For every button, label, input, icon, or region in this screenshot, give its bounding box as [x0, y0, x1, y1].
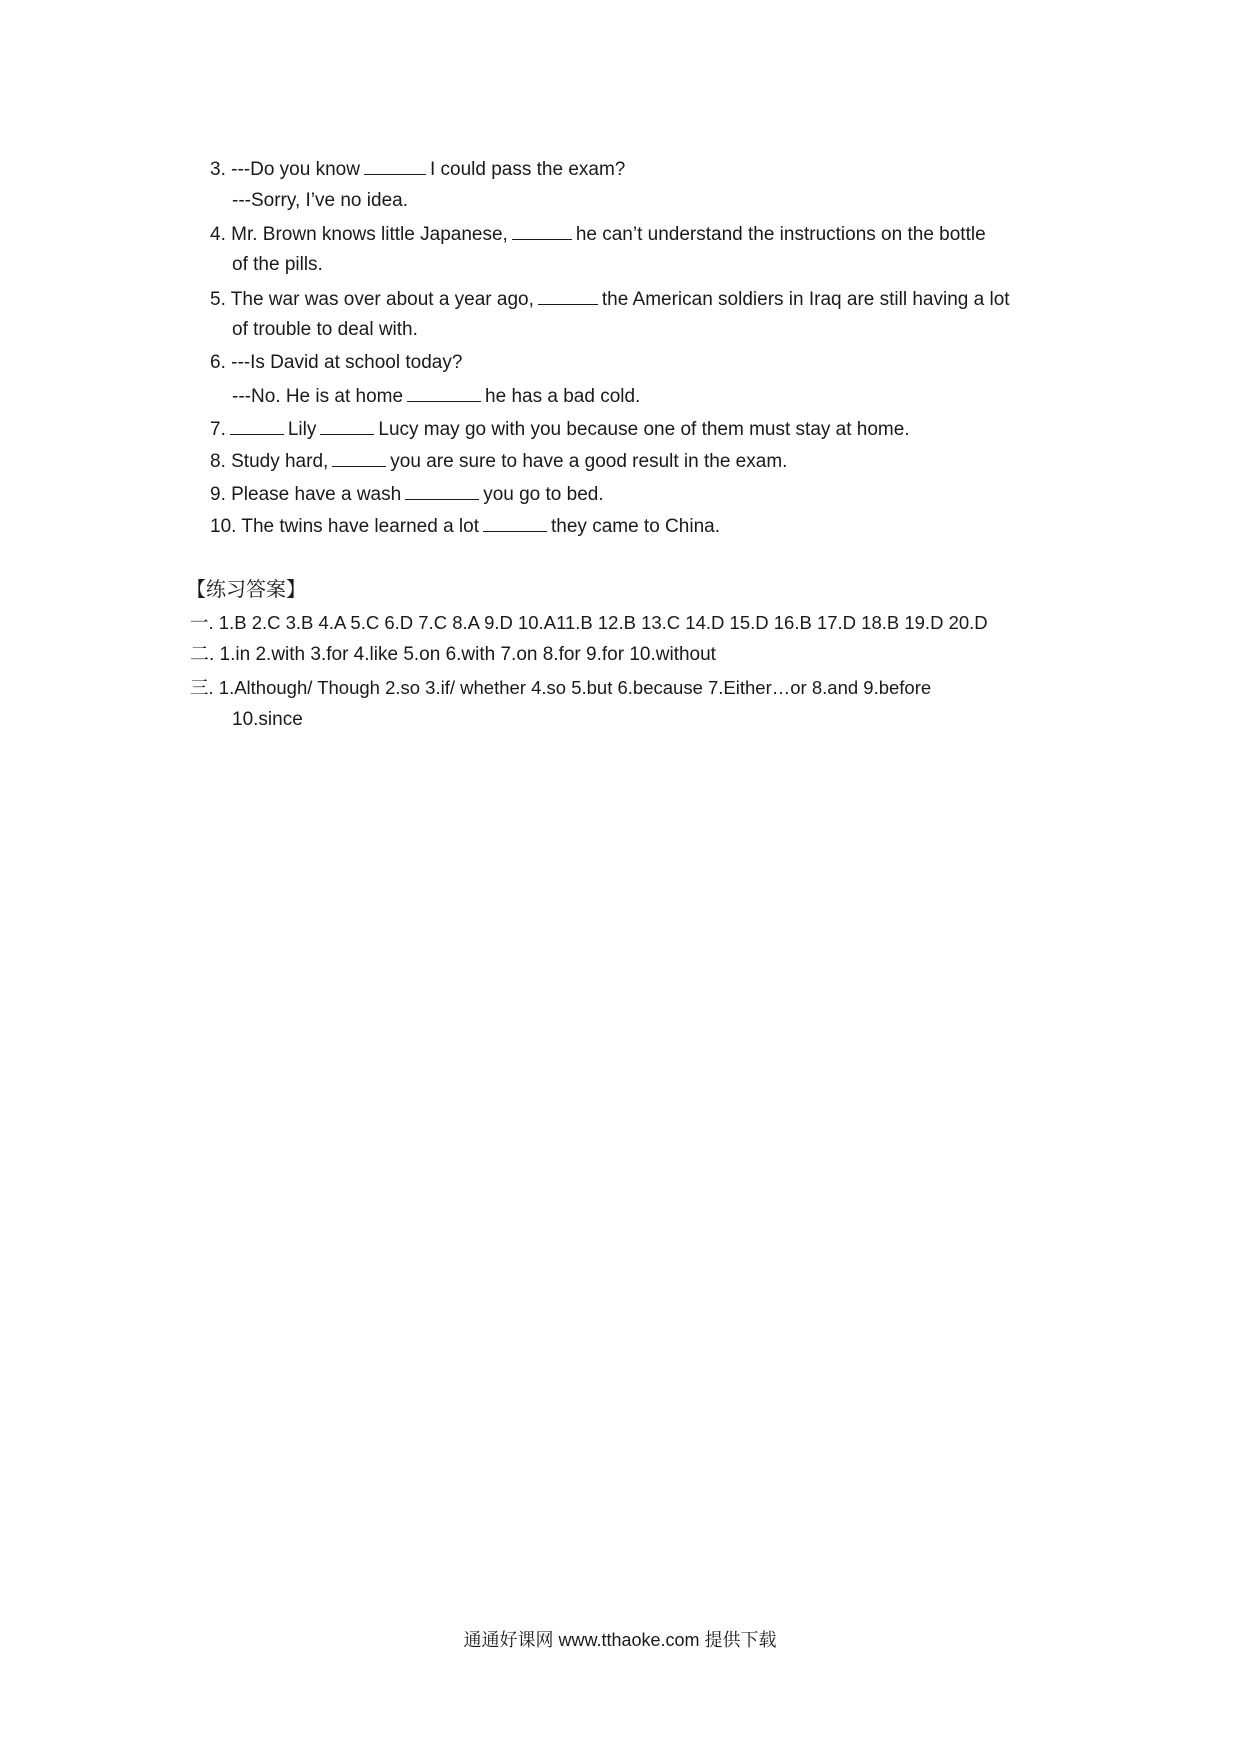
answer-blank — [364, 156, 426, 175]
answer-blank — [405, 481, 479, 500]
question-7-number: 7. — [210, 419, 226, 440]
question-4 — [210, 221, 986, 247]
question-10 — [210, 513, 720, 539]
question-7-text-c: Lucy may go with you because one of them must stay at home. — [378, 419, 910, 440]
question-8-text-a: 8. Study hard, — [210, 451, 329, 472]
question-3 — [210, 156, 625, 182]
question-4-text-b: he can’t understand the instructions on the bottle — [575, 224, 986, 245]
question-6-reply-a: ---No. He is at home — [232, 386, 404, 407]
question-10-text-b: they came to China. — [551, 516, 720, 537]
question-8-text-b: you are sure to have a good result in the exam. — [390, 451, 788, 472]
answers-part-3: 三. 1.Although/ Though 2.so 3.if/ whether 4.so 5.but 6.because 7.Either…or 8.and 9.before — [190, 677, 932, 698]
question-3-text-b: I could pass the exam? — [429, 159, 626, 180]
question-7 — [210, 416, 910, 442]
answer-blank — [538, 286, 598, 305]
question-9-text-b: you go to bed. — [483, 484, 604, 505]
question-5-text-b: the American soldiers in Iraq are still having a lot — [601, 289, 1010, 310]
answer-blank — [407, 383, 481, 402]
answer-blank — [332, 448, 386, 467]
question-3-text-a: 3. ---Do you know — [210, 159, 360, 180]
answers-part-3-continuation: 10.since — [232, 709, 303, 730]
question-7-text-b: Lily — [287, 419, 317, 440]
answer-blank — [320, 416, 374, 435]
answer-blank — [230, 416, 284, 435]
question-3-reply: ---Sorry, I’ve no idea. — [232, 190, 408, 211]
answers-heading: 【练习答案】 — [186, 579, 306, 601]
question-6-reply-b: he has a bad cold. — [485, 386, 641, 407]
question-9-text-a: 9. Please have a wash — [210, 484, 402, 505]
answer-blank — [483, 513, 547, 532]
question-6: 6. ---Is David at school today? — [210, 352, 463, 373]
question-5-continuation: of trouble to deal with. — [232, 319, 418, 340]
question-10-text-a: 10. The twins have learned a lot — [210, 516, 479, 537]
answer-blank — [512, 221, 572, 240]
question-6-reply — [232, 383, 640, 409]
answers-part-1: 一. 1.B 2.C 3.B 4.A 5.C 6.D 7.C 8.A 9.D 10.A11.B 12.B 13.C 14.D 15.D 16.B 17.D 18.B 19.D 20.D — [190, 612, 988, 633]
page-footer: 通通好课网 www.tthaoke.com 提供下载 — [463, 1630, 777, 1650]
question-5 — [210, 286, 1010, 312]
question-4-continuation: of the pills. — [232, 254, 323, 275]
question-5-text-a: 5. The war was over about a year ago, — [210, 289, 534, 310]
question-9 — [210, 481, 604, 507]
question-8 — [210, 448, 787, 474]
question-4-text-a: 4. Mr. Brown knows little Japanese, — [210, 224, 508, 245]
answers-part-2: 二. 1.in 2.with 3.for 4.like 5.on 6.with 7.on 8.for 9.for 10.without — [190, 644, 716, 665]
